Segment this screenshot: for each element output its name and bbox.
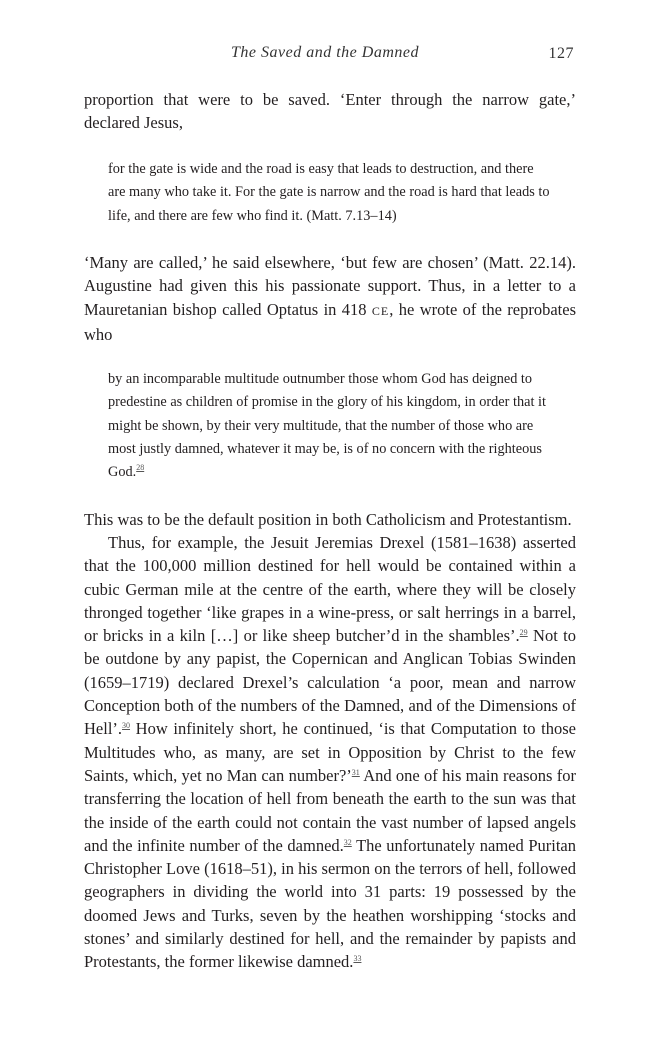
- paragraph-4-text-3: How infinitely short, he continued, ‘is that Computation to those Multitudes who, as many, are set in Opposition by Christ to the few Saints, which, yet no Man can number?’: [84, 719, 576, 785]
- paragraph-2-text-a: ‘Many are called,’ he said elsewhere, ‘but few are chosen’ (Matt. 22.14). Augustine had given this his passionate support. Thus, in a letter to a Mauretanian bishop called Optatus in 418: [84, 253, 576, 319]
- paragraph-1-text: proportion that were to be saved. ‘Enter through the narrow gate,’ declared Jesus,: [84, 90, 576, 133]
- page-number: 127: [548, 45, 574, 62]
- footnote-ref-32[interactable]: 32: [343, 837, 352, 847]
- paragraph-4-text-4: And one of his main reasons for transferring the location of hell from beneath the earth to the sun was that the inside of the earth could not contain the vast number of lapsed angels and the infinite number of the damned.: [84, 765, 577, 855]
- block-quote-matthew-text: for the gate is wide and the road is easy that leads to destruction, and there are many who take it. For the gate is narrow and the road is hard that leads to life, and there are few who find it. (Matt. 7.13–14): [108, 161, 550, 224]
- paragraph-2: [84, 251, 576, 346]
- paragraph-4-text-2: Not to be outdone by any papist, the Copernican and Anglican Tobias Swinden (1659–1719) declared Drexel’s calculation ‘a poor, mean and narrow Conception both of the numbers of the Damned, and of the Dimensions of Hell’.: [84, 626, 576, 739]
- running-title: The Saved and the Damned: [231, 44, 419, 61]
- paragraph-4-text-5: The unfortunately named Puritan Christopher Love (1618–51), in his sermon on the terrors of hell, followed geographers in dividing the world into 31 parts: 19 possessed by the doomed Jews and Turks, seven by the heathen worshipping ‘stocks and stones’ and similarly destined for hell, and the remainder by papists and Protestants, the former likewise damned.: [84, 835, 576, 972]
- paragraph-2-text-b: , he wrote of the reprobates who: [84, 299, 577, 344]
- era-abbreviation: CE: [371, 303, 390, 318]
- footnote-ref-31[interactable]: 31: [351, 767, 360, 777]
- paragraph-3-text: This was to be the default position in both Catholicism and Protestantism.: [84, 510, 572, 529]
- block-quote-matthew: [108, 158, 552, 228]
- block-quote-augustine-text: by an incomparable multitude outnumber those whom God has deigned to predestine as children of promise in the glory of his kingdom, in order that it might be shown, by their very multitude, that the number of those who are most justly damned, whatever it may be, is of no concern with the righteous God.: [108, 371, 546, 481]
- footnote-ref-29[interactable]: 29: [519, 628, 528, 638]
- footnote-ref-33[interactable]: 33: [353, 954, 362, 964]
- footnote-ref-30[interactable]: 30: [122, 721, 131, 731]
- paragraph-1: [84, 88, 576, 135]
- running-head: [0, 44, 650, 66]
- paragraph-4: [84, 531, 576, 974]
- paragraph-4-text-1: Thus, for example, the Jesuit Jeremias Drexel (1581–1638) asserted that the 100,000 million destined for hell would be contained within a cubic German mile at the centre of the earth, where they will be closely thronged together ‘like grapes in a wine-press, or salt herrings in a barrel, or bricks in a kiln […] or like sheep butcher’d in the shambles’.: [84, 533, 576, 646]
- block-quote-augustine: [108, 368, 552, 484]
- footnote-ref-28[interactable]: 28: [136, 463, 145, 473]
- paragraph-3: [84, 508, 576, 531]
